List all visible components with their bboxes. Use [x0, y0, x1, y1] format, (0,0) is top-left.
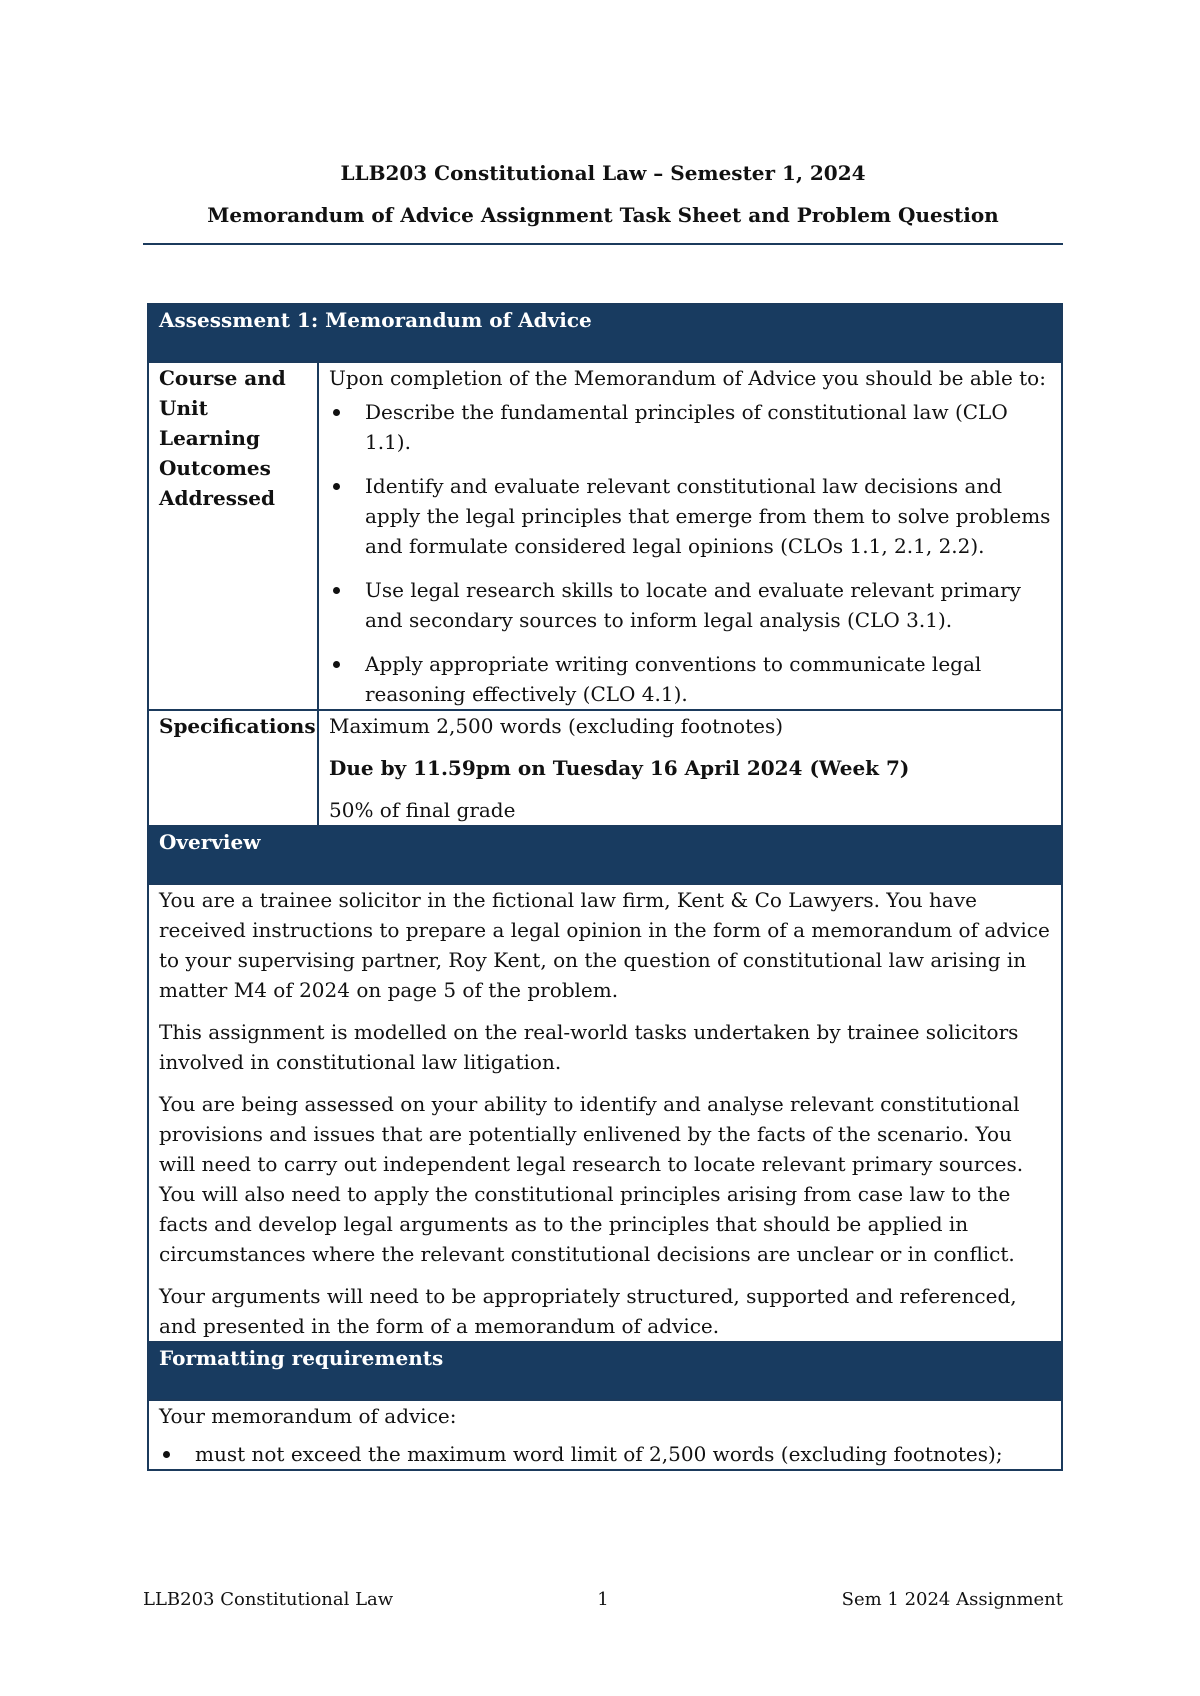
- formatting-content: [148, 1400, 1062, 1470]
- formatting-heading: Formatting requirements: [148, 1342, 1062, 1400]
- bullet-icon: [333, 483, 340, 490]
- document-title: LLB203 Constitutional Law – Semester 1, 2024: [340, 161, 866, 185]
- formatting-row: [148, 1400, 1062, 1470]
- list-item: Identify and evaluate relevant constitutional law decisions and apply the legal principles that emerge from them to solve problems and formulate considered legal opinions (CLOs 1.1, 2.1, 2.2).: [329, 471, 1051, 561]
- outcomes-content: [318, 362, 1062, 710]
- bullet-icon: [333, 587, 340, 594]
- formatting-intro: Your memorandum of advice:: [159, 1404, 457, 1428]
- header-divider: [143, 243, 1063, 245]
- outcomes-intro: Upon completion of the Memorandum of Advice you should be able to:: [329, 366, 1046, 390]
- assessment-table: [147, 303, 1063, 1471]
- grade-weight: 50% of final grade: [329, 798, 516, 822]
- overview-paragraph: Your arguments will need to be appropriately structured, supported and referenced, and presented in the form of a memorandum of advice.: [159, 1284, 1017, 1338]
- bullet-icon: [333, 409, 340, 416]
- list-item: Apply appropriate writing conventions to communicate legal reasoning effectively (CLO 4.1).: [329, 649, 1051, 709]
- specifications-row: [148, 710, 1062, 826]
- list-item: Describe the fundamental principles of constitutional law (CLO 1.1).: [329, 397, 1051, 457]
- outcomes-list: [329, 397, 1051, 709]
- list-item: Use legal research skills to locate and evaluate relevant primary and secondary sources to inform legal analysis (CLO 3.1).: [329, 575, 1051, 635]
- word-limit: Maximum 2,500 words (excluding footnotes): [329, 714, 784, 738]
- overview-paragraph: You are being assessed on your ability to identify and analyse relevant constitutional provisions and issues that are potentially enlivened by the facts of the scenario. You will need to carry out independent legal research to locate relevant primary sources. You will also need to apply the constitutional principles arising from case law to the facts and develop legal arguments as to the principles that should be applied in circumstances where the relevant constitutional decisions are unclear or in conflict.: [159, 1092, 1024, 1266]
- formatting-list: [159, 1439, 1051, 1469]
- overview-row: [148, 884, 1062, 1342]
- overview-paragraph: This assignment is modelled on the real-world tasks undertaken by trainee solicitors involved in constitutional law litigation.: [159, 1020, 1019, 1074]
- specifications-label: Specifications: [148, 710, 318, 826]
- bullet-icon: [333, 661, 340, 668]
- list-item: must not exceed the maximum word limit of 2,500 words (excluding footnotes);: [159, 1439, 1051, 1469]
- outcomes-label: Course and Unit Learning Outcomes Addressed: [148, 362, 318, 710]
- overview-heading: Overview: [148, 826, 1062, 884]
- assessment-heading: Assessment 1: Memorandum of Advice: [148, 304, 1062, 362]
- overview-content: [148, 884, 1062, 1342]
- footer-course: LLB203 Constitutional Law: [143, 1589, 394, 1610]
- footer-page-number: 1: [597, 1589, 609, 1610]
- overview-paragraph: You are a trainee solicitor in the fictional law firm, Kent & Co Lawyers. You have received instructions to prepare a legal opinion in the form of a memorandum of advice to your supervising partner, Roy Kent, on the question of constitutional law arising in matter M4 of 2024 on page 5 of the problem.: [159, 888, 1050, 1002]
- document-header: [143, 152, 1063, 236]
- document-subtitle: Memorandum of Advice Assignment Task Sheet and Problem Question: [207, 203, 999, 227]
- footer-assignment: Sem 1 2024 Assignment: [841, 1589, 1063, 1610]
- outcomes-row: [148, 362, 1062, 710]
- specifications-content: [318, 710, 1062, 826]
- bullet-icon: [163, 1451, 170, 1458]
- due-date: Due by 11.59pm on Tuesday 16 April 2024 (Week 7): [329, 756, 910, 780]
